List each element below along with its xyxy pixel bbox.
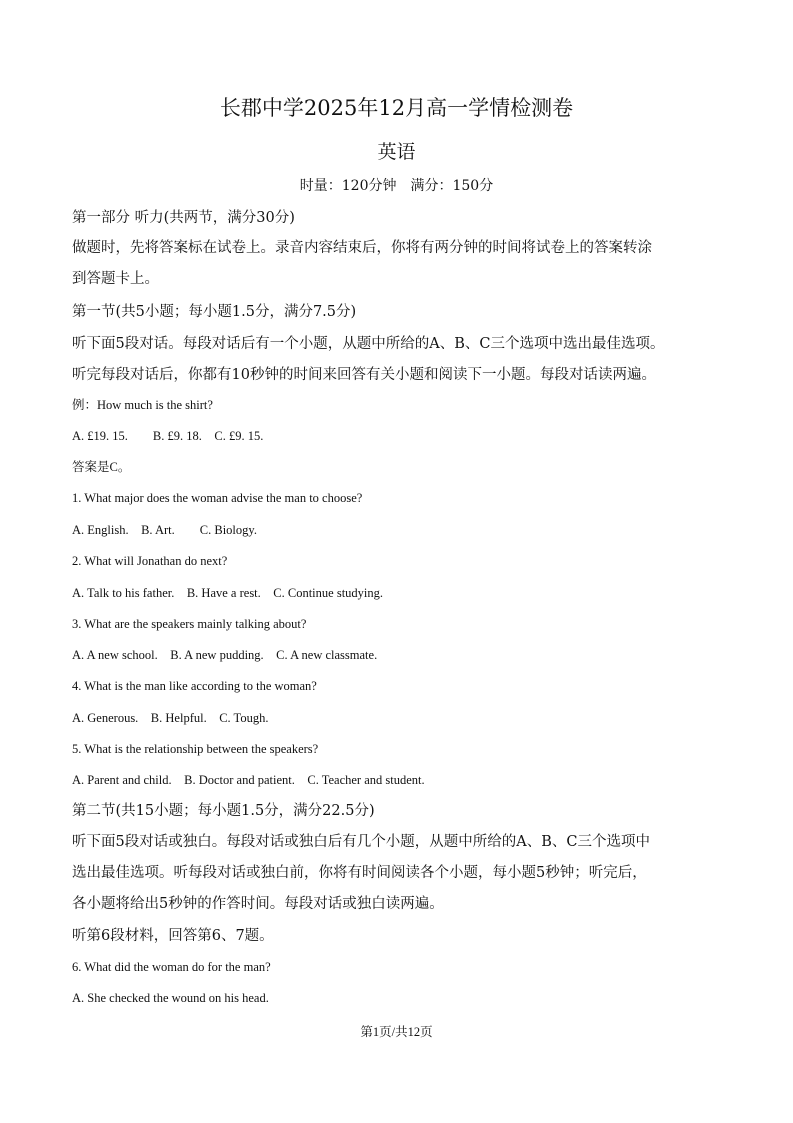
- question-4: 4. What is the man like according to the woman?: [72, 679, 317, 693]
- question-6-option-a: A. She checked the wound on his head.: [72, 991, 269, 1005]
- exam-meta: 时量：120分钟 满分：150分: [299, 178, 494, 194]
- question-1: 1. What major does the woman advise the man to choose?: [72, 491, 363, 505]
- question-2-options: A. Talk to his father. B. Have a rest. C. Continue studying.: [72, 586, 384, 600]
- section1-instruction-line-1: 听下面5段对话。每段对话后有一个小题，从题中所给的A、B、C三个选项中选出最佳选项。: [72, 336, 665, 352]
- section1-instruction-line-2: 听完每段对话后，你都有10秒钟的时间来回答有关小题和阅读下一小题。每段对话读两遍。: [72, 367, 656, 383]
- section1-heading: 第一节(共5小题；每小题1.5分，满分7.5分): [72, 304, 357, 320]
- part1-instruction-line-2: 到答题卡上。: [72, 271, 159, 287]
- question-2: 2. What will Jonathan do next?: [72, 554, 228, 568]
- example-answer: 答案是C。: [72, 460, 131, 474]
- question-4-options: A. Generous. B. Helpful. C. Tough.: [72, 711, 269, 725]
- section2-instruction-line-3: 各小题将给出5秒钟的作答时间。每段对话或独白读两遍。: [72, 896, 444, 912]
- example-question: 例：How much is the shirt?: [72, 398, 213, 412]
- question-5-options: A. Parent and child. B. Doctor and patient. C. Teacher and student.: [72, 773, 425, 787]
- question-3-options: A. A new school. B. A new pudding. C. A new classmate.: [72, 648, 378, 662]
- exam-title: 长郡中学2025年12月高一学情检测卷: [219, 96, 574, 120]
- question-1-options: A. English. B. Art. C. Biology.: [72, 523, 257, 537]
- page-number: 第1页/共12页: [360, 1025, 433, 1039]
- question-6: 6. What did the woman do for the man?: [72, 960, 271, 974]
- example-options: A. £19. 15. B. £9. 18. C. £9. 15.: [72, 429, 264, 443]
- section2-instruction-line-1: 听下面5段对话或独白。每段对话或独白后有几个小题，从题中所给的A、B、C三个选项中: [72, 834, 650, 850]
- material-note: 听第6段材料，回答第6、7题。: [72, 928, 274, 944]
- part1-instruction-line-1: 做题时，先将答案标在试卷上。录音内容结束后，你将有两分钟的时间将试卷上的答案转涂: [72, 240, 652, 256]
- section2-heading: 第二节(共15小题；每小题1.5分，满分22.5分): [72, 803, 375, 819]
- question-3: 3. What are the speakers mainly talking about?: [72, 617, 307, 631]
- question-5: 5. What is the relationship between the speakers?: [72, 742, 319, 756]
- part1-heading: 第一部分 听力(共两节，满分30分): [72, 210, 295, 226]
- exam-subject: 英语: [377, 141, 416, 163]
- section2-instruction-line-2: 选出最佳选项。听每段对话或独白前，你将有时间阅读各个小题，每小题5秒钟；听完后，: [72, 865, 647, 881]
